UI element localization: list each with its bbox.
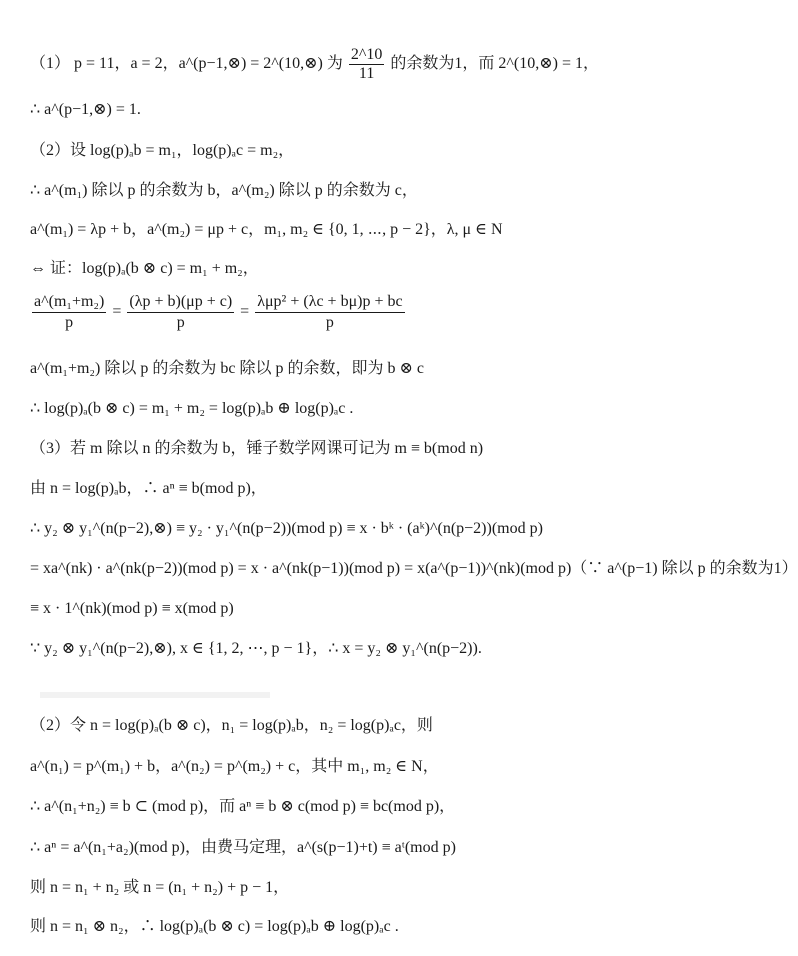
line-alt-part2-setup: （2）令 n = log(p)ₐ(b ⊗ c)，n₁ = log(p)ₐb，n₂ = log(p)ₐc，则 [30,717,433,734]
line-part1-given [30,46,599,83]
line-congruence-3: ≡ x · 1^(nk)(mod p) ≡ x(mod p) [30,600,234,617]
line-congruence-2: = xa^(nk) · a^(nk(p−2))(mod p) = x · a^(nk(p−1))(mod p) = x(a^(p−1))^(nk)(mod p)（∵ a^(p−1) 除以 p 的余数为1） [30,560,798,577]
fraction-denominator: p [176,314,185,331]
equals-sign: = [112,303,122,321]
scan-smudge [40,692,270,698]
line-remainders: ∴ a^(m₁) 除以 p 的余数为 b，a^(m₂) 除以 p 的余数为 c， [30,182,418,199]
line-to-prove: ⇔ 证：log(p)ₐ(b ⊗ c) = m₁ + m₂， [30,260,259,277]
line-final-conclusion: 则 n = n₁ ⊗ n₂，∴ log(p)ₐ(b ⊗ c) = log(p)ₐb ⊕ log(p)ₐc . [30,918,399,935]
line-conclusion-2: ∴ log(p)ₐ(b ⊗ c) = m₁ + m₂ = log(p)ₐb ⊕ log(p)ₐc . [30,400,354,417]
line-from-n: 由 n = log(p)ₐb，∴ aⁿ ≡ b(mod p)， [30,480,267,497]
fraction-numerator: λμp² + (λc + bμ)p + bc [255,292,404,313]
line-fermat: ∴ aⁿ = a^(n₁+a₂)(mod p)，由费马定理，a^(s(p−1)+t) ≡ aᵗ(mod p) [30,839,456,856]
fraction-denominator: 11 [358,65,375,82]
line-n-cases: 则 n = n₁ + n₂ 或 n = (n₁ + n₂) + p − 1， [30,879,290,896]
fraction-denominator: p [325,314,334,331]
line-conclusion-1: ∴ a^(p−1,⊗) = 1. [30,101,141,118]
line-conclusion-3: ∵ y₂ ⊗ y₁^(n(p−2),⊗), x ∈ {1, 2, ⋯, p − 1}，∴ x = y₂ ⊗ y₁^(n(p−2)). [30,640,482,657]
equals-sign: = [240,303,250,321]
line-alt-congruence: ∴ a^(n₁+n₂) ≡ b ⊂ (mod p)，而 aⁿ ≡ b ⊗ c(mod p) ≡ bc(mod p)， [30,798,456,815]
fraction-numerator: a^(m₁+m₂) [32,292,106,313]
line-part2-setup: （2）设 log(p)ₐb = m₁，log(p)ₐc = m₂， [30,142,295,159]
line-part3-setup: （3）若 m 除以 n 的余数为 b，锤子数学网课可记为 m ≡ b(mod n) [30,440,484,457]
fraction-denominator: p [65,314,74,331]
line-expansion: a^(m₁) = λp + b，a^(m₂) = μp + c，m₁, m₂ ∈ {0, 1, ⋯, p − 2}，λ, μ ∈ N [30,221,503,238]
fraction [255,292,404,333]
math-text: p = 11，a = 2，a^(p−1,⊗) = 2^(10,⊗) 为 [74,55,343,73]
line-congruence-1: ∴ y₂ ⊗ y₁^(n(p−2),⊗) ≡ y₂ · y₁^(n(p−2))(mod p) ≡ x · bᵏ · (aᵏ)^(n(p−2))(mod p) [30,520,543,537]
fraction-numerator: 2^10 [350,46,383,63]
fraction [349,46,385,83]
fraction [127,292,234,333]
line-alt-expansion: a^(n₁) = p^(m₁) + b，a^(n₂) = p^(m₂) + c，其中 m₁, m₂ ∈ N， [30,758,439,775]
part-number: （1） [30,55,71,73]
line-remainder-bc: a^(m₁+m₂) 除以 p 的余数为 bc 除以 p 的余数，即为 b ⊗ c [30,360,424,377]
line-fraction-equation [30,292,407,333]
fraction [32,292,106,333]
math-text: 的余数为1，而 2^(10,⊗) = 1， [390,55,599,73]
fraction-numerator: (λp + b)(μp + c) [127,292,234,313]
